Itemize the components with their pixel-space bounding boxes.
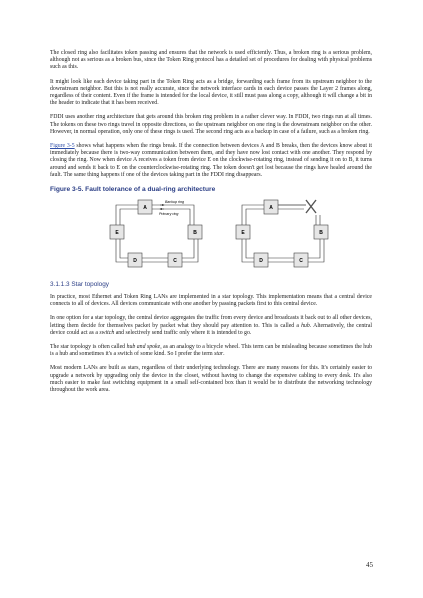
paragraph-ring-break-text: shows what happens when the rings break. If the connection between devices A and B breaks, then the devices know about it immediately because there is two-way communication between them, and they have now lost contact with one another. They respond by closing the ring. Now when device A receives a token from device E on the clockwise-rotating ring, instead of sending it on to B, it turns around and sends it back to E on the counterclockwise-rotating ring. The token doesn't get lost because the rings have healed around the fault. The same thing happens if one of the devices taking part in the FDDI ring disappears. bbox=[50, 143, 372, 178]
term-star: star bbox=[214, 351, 224, 358]
node-a-label: A bbox=[269, 205, 273, 212]
node-d-label: D bbox=[259, 258, 263, 265]
node-c-label: C bbox=[299, 258, 303, 265]
node-c-label: C bbox=[173, 258, 177, 265]
text-span: . bbox=[223, 351, 225, 358]
healed-inner-ring-line bbox=[246, 209, 320, 258]
page-content bbox=[50, 50, 372, 401]
figure-title: Figure 3-5. Fault tolerance of a dual-ring architecture bbox=[50, 186, 216, 194]
node-e-label: E bbox=[241, 230, 245, 237]
paragraph-bridge: It might look like each device taking part in the Token Ring acts as a bridge, forwarding each frame from its upstream neighbor to the downstream neighbor. But this is not really accurate, since the network interface cards in each device passes the Layer 2 frames along, regardless of their content. Even if the frame is intended for the local device, it still must pass along a copy, although it will change a bit in the header to indicate that it has been received. bbox=[50, 78, 372, 107]
dual-ring-broken-diagram bbox=[220, 199, 338, 271]
text-span: . Alternatively, the central device could act as a bbox=[50, 322, 373, 336]
term-switch: switch bbox=[99, 329, 115, 336]
paragraph-fddi: FDDI uses another ring architecture that gets around this broken ring problem in a rather clever way. In FDDI, two rings run at all times. The tokens on these two rings travel in opposite directions, so the upstream neighbor on one ring is the downstream neighbor on the other. However, in normal operation, only one of these rings is used. The second ring acts as a backup in case of a failure, such as a broken ring. bbox=[50, 114, 372, 135]
text-span: and selectively send traffic only where it is intended to go. bbox=[114, 329, 252, 336]
break-x-icon bbox=[306, 200, 316, 213]
node-a-label: A bbox=[143, 205, 147, 212]
node-d-label: D bbox=[133, 258, 137, 265]
figure-3-5-link[interactable]: Figure 3-5 bbox=[50, 143, 75, 150]
node-b-label: B bbox=[193, 230, 197, 237]
text-span: , as an analogy to a bicycle wheel. This term can be misleading because sometimes the hub is a hub and sometimes it's a switch of some kind. So I prefer the term bbox=[50, 344, 373, 358]
paragraph-modern-lans: Most modern LANs are built as stars, regardless of their underlying technology. There are many reasons for this. It's certainly easier to upgrade a network by upgrading only the device in the closet, without having to change the expensive cabling to every desk. It's also much easier to make fast switching equipment in a small self-contained box than it would be to distribute the networking technology throughout the work area. bbox=[50, 365, 372, 394]
dual-ring-normal-diagram bbox=[94, 199, 212, 271]
primary-ring-label: Primary ring bbox=[159, 212, 179, 217]
term-hub: hub bbox=[301, 322, 310, 329]
dual-ring-figure bbox=[50, 199, 372, 273]
paragraph-hub-and-spoke bbox=[50, 344, 372, 358]
node-e-label: E bbox=[115, 230, 119, 237]
node-b-label: B bbox=[319, 230, 323, 237]
section-heading-star-topology: 3.1.1.3 Star topology bbox=[50, 281, 109, 289]
backup-ring-label: Backup ring bbox=[165, 200, 184, 205]
term-hub-and-spoke: hub and spoke bbox=[126, 344, 161, 351]
text-span: The star topology is often called bbox=[50, 344, 127, 351]
paragraph-star-practice: In practice, most Ethernet and Token Ring LANs are implemented in a star topology. This implementation means that a central device connects to all of devices. All devices communicate with one another by passing packets first to this central device. bbox=[50, 294, 372, 308]
paragraph-ring-break bbox=[50, 143, 372, 179]
primary-ring-line bbox=[120, 209, 194, 258]
page-number: 45 bbox=[366, 561, 373, 569]
paragraph-star-hub bbox=[50, 315, 372, 337]
text-span: In one option for a star topology, the central device aggregates the traffic from every device and broadcasts it back out to all other devices, letting them decide for themselves packet by packet what they should pay attention to. This is called a bbox=[50, 315, 372, 329]
paragraph-ring-token: The closed ring also facilitates token passing and ensures that the network is used efficiently. Thus, a broken ring is a serious problem, although not as serious as a broken bus, since the Token Ring protocol has a detailed set of procedures for dealing with physical problems such as this. bbox=[50, 50, 372, 71]
